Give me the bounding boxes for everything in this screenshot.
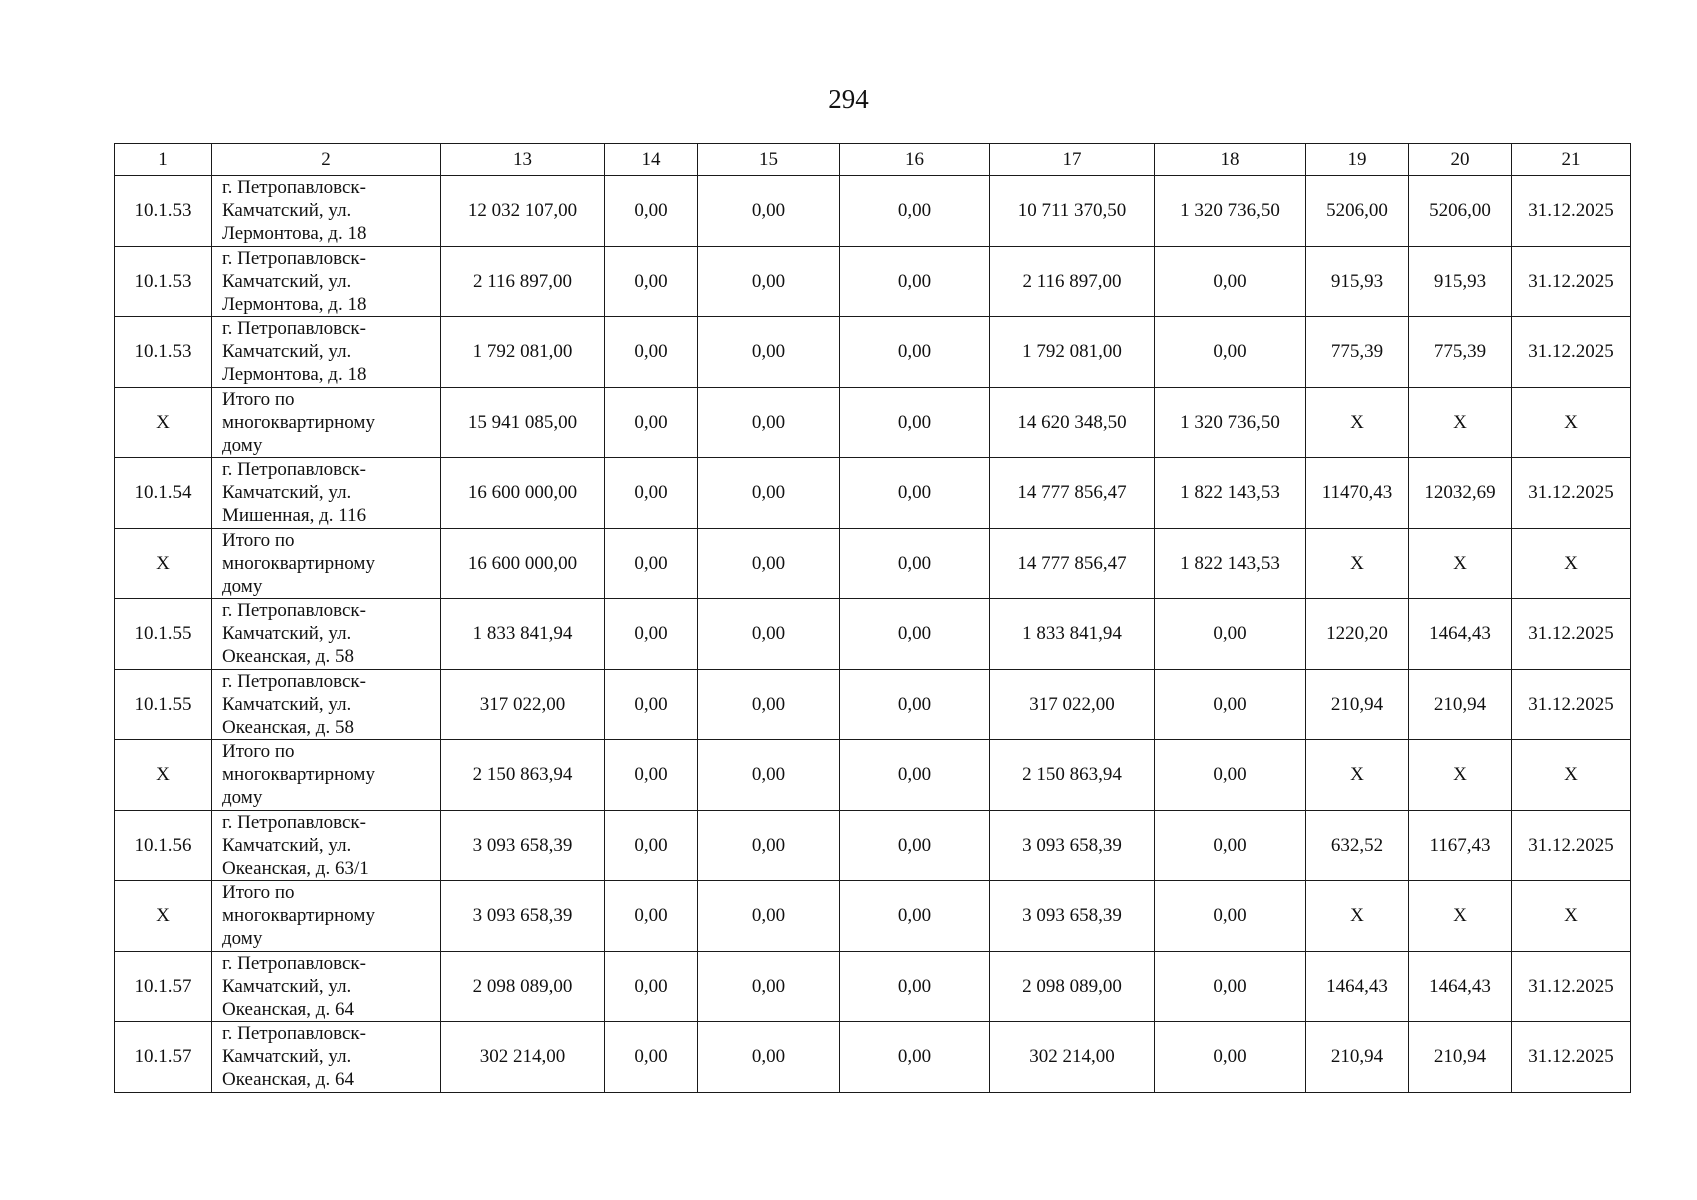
value-cell: 0,00: [698, 810, 840, 881]
value-cell: 0,00: [605, 246, 698, 317]
value-cell: 31.12.2025: [1512, 669, 1631, 740]
address-cell: г. Петропавловск- Камчатский, ул. Океанская, д. 58: [212, 669, 441, 740]
value-cell: 11470,43: [1306, 458, 1409, 529]
header-row: [115, 144, 1631, 176]
value-cell: 0,00: [840, 599, 990, 670]
row-id-cell: 10.1.53: [115, 317, 212, 388]
value-cell: X: [1306, 881, 1409, 952]
value-cell: 0,00: [698, 458, 840, 529]
address-cell: Итого по многоквартирному дому: [212, 528, 441, 599]
table-row: [115, 1022, 1631, 1093]
row-id-cell: X: [115, 881, 212, 952]
value-cell: X: [1409, 387, 1512, 458]
value-cell: 1464,43: [1409, 951, 1512, 1022]
value-cell: 5206,00: [1306, 176, 1409, 247]
table-row: [115, 669, 1631, 740]
value-cell: 0,00: [698, 246, 840, 317]
value-cell: 0,00: [840, 176, 990, 247]
table-row: [115, 176, 1631, 247]
value-cell: 14 620 348,50: [990, 387, 1155, 458]
table-row: [115, 387, 1631, 458]
value-cell: 0,00: [698, 669, 840, 740]
column-header: 2: [212, 144, 441, 176]
value-cell: 1464,43: [1306, 951, 1409, 1022]
value-cell: 775,39: [1409, 317, 1512, 388]
value-cell: 2 098 089,00: [990, 951, 1155, 1022]
value-cell: X: [1512, 881, 1631, 952]
value-cell: 317 022,00: [441, 669, 605, 740]
column-header: 17: [990, 144, 1155, 176]
value-cell: 302 214,00: [441, 1022, 605, 1093]
row-id-cell: 10.1.53: [115, 176, 212, 247]
row-id-cell: 10.1.56: [115, 810, 212, 881]
value-cell: 2 098 089,00: [441, 951, 605, 1022]
address-cell: Итого по многоквартирному дому: [212, 387, 441, 458]
value-cell: 0,00: [605, 176, 698, 247]
value-cell: 0,00: [698, 176, 840, 247]
row-id-cell: X: [115, 387, 212, 458]
value-cell: 0,00: [698, 317, 840, 388]
value-cell: 0,00: [840, 881, 990, 952]
value-cell: 0,00: [698, 951, 840, 1022]
value-cell: 15 941 085,00: [441, 387, 605, 458]
value-cell: 3 093 658,39: [441, 810, 605, 881]
value-cell: 0,00: [840, 1022, 990, 1093]
value-cell: 0,00: [605, 810, 698, 881]
page-number: 294: [828, 84, 869, 114]
value-cell: 0,00: [840, 669, 990, 740]
value-cell: 14 777 856,47: [990, 458, 1155, 529]
value-cell: 31.12.2025: [1512, 599, 1631, 670]
value-cell: 0,00: [1155, 317, 1306, 388]
address-cell: Итого по многоквартирному дому: [212, 740, 441, 811]
value-cell: 210,94: [1409, 669, 1512, 740]
column-header: 19: [1306, 144, 1409, 176]
address-cell: г. Петропавловск- Камчатский, ул. Лермонтова, д. 18: [212, 317, 441, 388]
value-cell: 0,00: [698, 881, 840, 952]
address-cell: г. Петропавловск- Камчатский, ул. Океанская, д. 64: [212, 1022, 441, 1093]
value-cell: 0,00: [698, 740, 840, 811]
value-cell: 0,00: [605, 528, 698, 599]
value-cell: 0,00: [698, 528, 840, 599]
column-header: 20: [1409, 144, 1512, 176]
address-cell: г. Петропавловск- Камчатский, ул. Океанская, д. 58: [212, 599, 441, 670]
value-cell: X: [1306, 740, 1409, 811]
value-cell: 1464,43: [1409, 599, 1512, 670]
address-cell: г. Петропавловск- Камчатский, ул. Океанская, д. 63/1: [212, 810, 441, 881]
value-cell: 0,00: [1155, 740, 1306, 811]
value-cell: 3 093 658,39: [990, 810, 1155, 881]
table-row: [115, 599, 1631, 670]
value-cell: 0,00: [840, 246, 990, 317]
value-cell: 31.12.2025: [1512, 458, 1631, 529]
column-header: 1: [115, 144, 212, 176]
value-cell: 5206,00: [1409, 176, 1512, 247]
row-id-cell: 10.1.57: [115, 951, 212, 1022]
address-cell: Итого по многоквартирному дому: [212, 881, 441, 952]
value-cell: 1167,43: [1409, 810, 1512, 881]
value-cell: 0,00: [698, 1022, 840, 1093]
value-cell: 1 822 143,53: [1155, 458, 1306, 529]
value-cell: 12032,69: [1409, 458, 1512, 529]
value-cell: 210,94: [1306, 669, 1409, 740]
value-cell: 12 032 107,00: [441, 176, 605, 247]
data-table: [114, 143, 1631, 1093]
value-cell: 0,00: [605, 599, 698, 670]
value-cell: 31.12.2025: [1512, 1022, 1631, 1093]
table-row: [115, 881, 1631, 952]
column-header: 21: [1512, 144, 1631, 176]
value-cell: 3 093 658,39: [990, 881, 1155, 952]
value-cell: 1 320 736,50: [1155, 387, 1306, 458]
value-cell: 2 116 897,00: [990, 246, 1155, 317]
value-cell: 0,00: [840, 387, 990, 458]
value-cell: 0,00: [605, 387, 698, 458]
column-header: 16: [840, 144, 990, 176]
value-cell: 0,00: [1155, 669, 1306, 740]
value-cell: 915,93: [1409, 246, 1512, 317]
value-cell: X: [1409, 881, 1512, 952]
value-cell: 210,94: [1409, 1022, 1512, 1093]
value-cell: 16 600 000,00: [441, 528, 605, 599]
row-id-cell: 10.1.55: [115, 669, 212, 740]
value-cell: X: [1306, 528, 1409, 599]
column-header: 15: [698, 144, 840, 176]
value-cell: 0,00: [605, 458, 698, 529]
value-cell: 1 792 081,00: [990, 317, 1155, 388]
value-cell: 10 711 370,50: [990, 176, 1155, 247]
value-cell: 3 093 658,39: [441, 881, 605, 952]
value-cell: 0,00: [840, 458, 990, 529]
column-header: 14: [605, 144, 698, 176]
table-row: [115, 458, 1631, 529]
value-cell: 775,39: [1306, 317, 1409, 388]
value-cell: 1220,20: [1306, 599, 1409, 670]
table-row: [115, 810, 1631, 881]
value-cell: 1 822 143,53: [1155, 528, 1306, 599]
value-cell: 1 320 736,50: [1155, 176, 1306, 247]
value-cell: 0,00: [840, 317, 990, 388]
value-cell: X: [1409, 528, 1512, 599]
value-cell: 1 833 841,94: [441, 599, 605, 670]
value-cell: 915,93: [1306, 246, 1409, 317]
address-cell: г. Петропавловск- Камчатский, ул. Лермонтова, д. 18: [212, 246, 441, 317]
value-cell: 0,00: [1155, 810, 1306, 881]
value-cell: 317 022,00: [990, 669, 1155, 740]
value-cell: 210,94: [1306, 1022, 1409, 1093]
row-id-cell: 10.1.54: [115, 458, 212, 529]
address-cell: г. Петропавловск- Камчатский, ул. Мишенная, д. 116: [212, 458, 441, 529]
table-row: [115, 740, 1631, 811]
table-row: [115, 246, 1631, 317]
value-cell: 31.12.2025: [1512, 317, 1631, 388]
value-cell: X: [1409, 740, 1512, 811]
value-cell: 0,00: [698, 387, 840, 458]
value-cell: 0,00: [605, 881, 698, 952]
value-cell: X: [1512, 740, 1631, 811]
value-cell: 0,00: [605, 669, 698, 740]
value-cell: 0,00: [605, 951, 698, 1022]
row-id-cell: X: [115, 528, 212, 599]
value-cell: 0,00: [605, 317, 698, 388]
value-cell: X: [1512, 387, 1631, 458]
value-cell: 31.12.2025: [1512, 246, 1631, 317]
table-row: [115, 317, 1631, 388]
value-cell: 0,00: [840, 951, 990, 1022]
value-cell: 1 792 081,00: [441, 317, 605, 388]
value-cell: X: [1512, 528, 1631, 599]
table-row: [115, 951, 1631, 1022]
table-body: [115, 144, 1631, 1093]
value-cell: 0,00: [840, 528, 990, 599]
value-cell: 16 600 000,00: [441, 458, 605, 529]
value-cell: 0,00: [1155, 951, 1306, 1022]
value-cell: X: [1306, 387, 1409, 458]
row-id-cell: 10.1.57: [115, 1022, 212, 1093]
value-cell: 2 150 863,94: [441, 740, 605, 811]
value-cell: 14 777 856,47: [990, 528, 1155, 599]
value-cell: 632,52: [1306, 810, 1409, 881]
value-cell: 2 150 863,94: [990, 740, 1155, 811]
row-id-cell: X: [115, 740, 212, 811]
value-cell: 0,00: [840, 740, 990, 811]
address-cell: г. Петропавловск- Камчатский, ул. Океанская, д. 64: [212, 951, 441, 1022]
value-cell: 0,00: [1155, 1022, 1306, 1093]
value-cell: 2 116 897,00: [441, 246, 605, 317]
value-cell: 0,00: [1155, 881, 1306, 952]
value-cell: 0,00: [1155, 246, 1306, 317]
value-cell: 31.12.2025: [1512, 810, 1631, 881]
column-header: 13: [441, 144, 605, 176]
value-cell: 31.12.2025: [1512, 176, 1631, 247]
value-cell: 302 214,00: [990, 1022, 1155, 1093]
value-cell: 0,00: [605, 1022, 698, 1093]
address-cell: г. Петропавловск- Камчатский, ул. Лермонтова, д. 18: [212, 176, 441, 247]
row-id-cell: 10.1.53: [115, 246, 212, 317]
column-header: 18: [1155, 144, 1306, 176]
value-cell: 0,00: [840, 810, 990, 881]
table-row: [115, 528, 1631, 599]
value-cell: 31.12.2025: [1512, 951, 1631, 1022]
value-cell: 0,00: [605, 740, 698, 811]
row-id-cell: 10.1.55: [115, 599, 212, 670]
value-cell: 0,00: [1155, 599, 1306, 670]
value-cell: 0,00: [698, 599, 840, 670]
value-cell: 1 833 841,94: [990, 599, 1155, 670]
